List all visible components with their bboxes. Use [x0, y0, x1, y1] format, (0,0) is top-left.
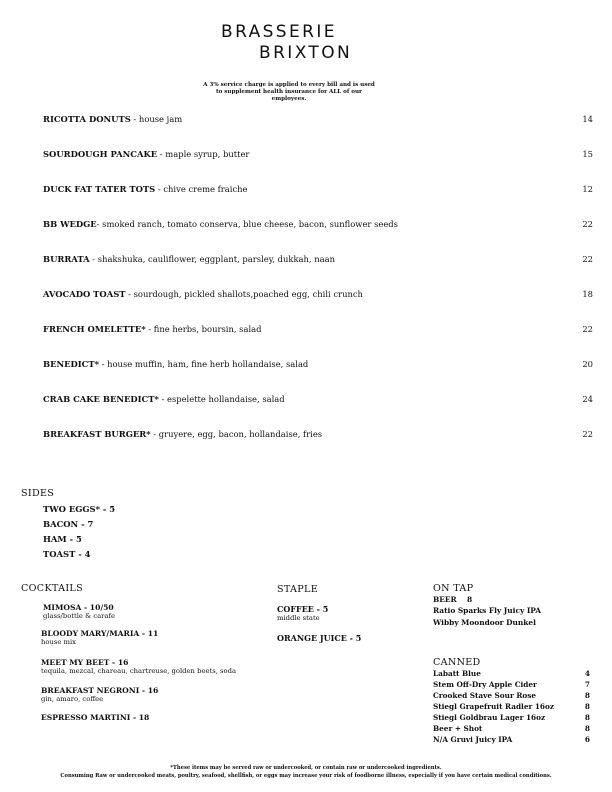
canned-item-price: 7: [584, 680, 590, 689]
menu-item: [43, 289, 593, 301]
canned-item: [433, 735, 590, 746]
brand-logo-line1: BRASSERIE: [221, 22, 337, 42]
menu-item: [43, 219, 593, 231]
cocktails-title: COCKTAILS: [21, 583, 83, 594]
menu-item-name: BREAKFAST BURGER*: [43, 429, 151, 439]
on-tap-item: Wibby Moondoor Dunkel: [433, 618, 536, 627]
menu-item-name: CRAB CAKE BENEDICT*: [43, 394, 159, 404]
side-item: TOAST - 4: [43, 549, 91, 559]
side-item: TWO EGGS* - 5: [43, 504, 116, 514]
canned-item-price: 8: [584, 702, 590, 711]
cocktail-name: BREAKFAST NEGRONI - 16: [41, 686, 159, 695]
menu-item-name: RICOTTA DONUTS: [43, 114, 131, 124]
menu-item-price: 22: [582, 324, 593, 334]
menu-item-name: BURRATA: [43, 254, 90, 264]
menu-item: [43, 114, 593, 126]
menu-item-desc: - maple syrup, butter: [157, 149, 250, 159]
menu-item: [43, 324, 593, 336]
canned-item-name: Stiegl Goldbrau Lager 16oz: [433, 713, 546, 722]
menu-item-price: 22: [582, 219, 593, 229]
canned-item-name: N/A Gruvi Juicy IPA: [433, 735, 513, 744]
menu-item-price: 18: [582, 289, 593, 299]
on-tap-item: Ratio Sparks Fly Juicy IPA: [433, 606, 542, 615]
canned-item-price: 4: [584, 669, 590, 678]
menu-item: [43, 429, 593, 441]
canned-item-price: 6: [584, 735, 590, 744]
cocktail-name: MIMOSA - 10/50: [43, 603, 114, 612]
menu-item-price: 12: [582, 184, 593, 194]
menu-item-desc: - house muffin, ham, fine herb hollandaise, salad: [98, 359, 309, 369]
menu-item-name: DUCK FAT TATER TOTS: [43, 184, 156, 194]
canned-item: [433, 702, 590, 713]
canned-item-name: Stem Off-Dry Apple Cider: [433, 680, 537, 689]
cocktail-name: ESPRESSO MARTINI - 18: [41, 713, 150, 722]
staple-coffee: COFFEE - 5: [277, 604, 329, 614]
brand-logo-line2: BRIXTON: [259, 43, 353, 63]
cocktail-desc: glass/bottle & carafe: [43, 612, 116, 620]
canned-item: [433, 724, 590, 735]
staple-title: STAPLE: [277, 584, 319, 595]
menu-item-name: FRENCH OMELETTE*: [43, 324, 146, 334]
menu-item: [43, 149, 593, 161]
menu-item-desc: - fine herbs, boursin, salad: [145, 324, 262, 334]
menu-item-desc: - espelette hollandaise, salad: [158, 394, 285, 404]
menu-item-name: SOURDOUGH PANCAKE: [43, 149, 158, 159]
menu-item-desc: - shakshuka, cauliflower, eggplant, parsley, dukkah, naan: [89, 254, 336, 264]
service-charge-notice: A 3% service charge is applied to every bill and is used to supplement health insurance for ALL of our employees.: [203, 82, 375, 102]
canned-item-price: 8: [584, 724, 590, 733]
on-tap-title: ON TAP: [433, 583, 474, 594]
staple-coffee-desc: middle state: [277, 614, 320, 622]
canned-item: [433, 680, 590, 691]
cocktail-name: BLOODY MARY/MARIA - 11: [41, 629, 159, 638]
menu-item-name: BB WEDGE: [43, 219, 97, 229]
canned-item: [433, 669, 590, 680]
canned-item-price: 8: [584, 713, 590, 722]
canned-item: [433, 691, 590, 702]
canned-item-name: Labatt Blue: [433, 669, 481, 678]
on-tap-beer-label: BEER 8: [433, 595, 473, 604]
footer-disclaimer-line2: Consuming Raw or undercooked meats, poultry, seafood, shellfish, or eggs may increase your risk of foodborne illness, especially if you have certain medical conditions.: [60, 773, 552, 779]
cocktail-desc: house mix: [41, 638, 76, 646]
menu-item-price: 22: [582, 254, 593, 264]
menu-item-desc: - smoked ranch, tomato conserva, blue cheese, bacon, sunflower seeds: [96, 219, 398, 229]
menu-item-price: 14: [582, 114, 593, 124]
cocktail-desc: gin, amaro, coffee: [41, 695, 104, 703]
menu-item-desc: - sourdough, pickled shallots,poached egg, chili crunch: [125, 289, 363, 299]
menu-item-price: 22: [582, 429, 593, 439]
menu-item-desc: - chive creme fraiche: [155, 184, 248, 194]
menu-item: [43, 394, 593, 406]
menu-item-name: AVOCADO TOAST: [43, 289, 126, 299]
menu-item-name: BENEDICT*: [43, 359, 99, 369]
footer-disclaimer-line1: *These items may be served raw or undercooked, or contain raw or undercooked ingredients.: [170, 765, 442, 771]
canned-item-name: Beer + Shot: [433, 724, 483, 733]
menu-item-desc: - gruyere, egg, bacon, hollandaise, fries: [150, 429, 323, 439]
canned-item: [433, 713, 590, 724]
canned-item-name: Crooked Stave Sour Rose: [433, 691, 537, 700]
menu-item: [43, 184, 593, 196]
side-item: BACON - 7: [43, 519, 94, 529]
cocktail-name: MEET MY BEET - 16: [41, 658, 129, 667]
menu-item-price: 15: [582, 149, 593, 159]
menu-item: [43, 254, 593, 266]
menu-item: [43, 359, 593, 371]
staple-orange-juice: ORANGE JUICE - 5: [277, 633, 362, 643]
menu-item-desc: - house jam: [130, 114, 183, 124]
side-item: HAM - 5: [43, 534, 82, 544]
canned-item-name: Stiegl Grapefruit Radler 16oz: [433, 702, 555, 711]
canned-title: CANNED: [433, 657, 481, 668]
menu-item-price: 20: [582, 359, 593, 369]
cocktail-desc: tequila, mezcal, chareau, chartreuse, golden beets, soda: [41, 667, 237, 675]
menu-item-price: 24: [582, 394, 593, 404]
sides-title: SIDES: [21, 488, 55, 499]
canned-item-price: 8: [584, 691, 590, 700]
